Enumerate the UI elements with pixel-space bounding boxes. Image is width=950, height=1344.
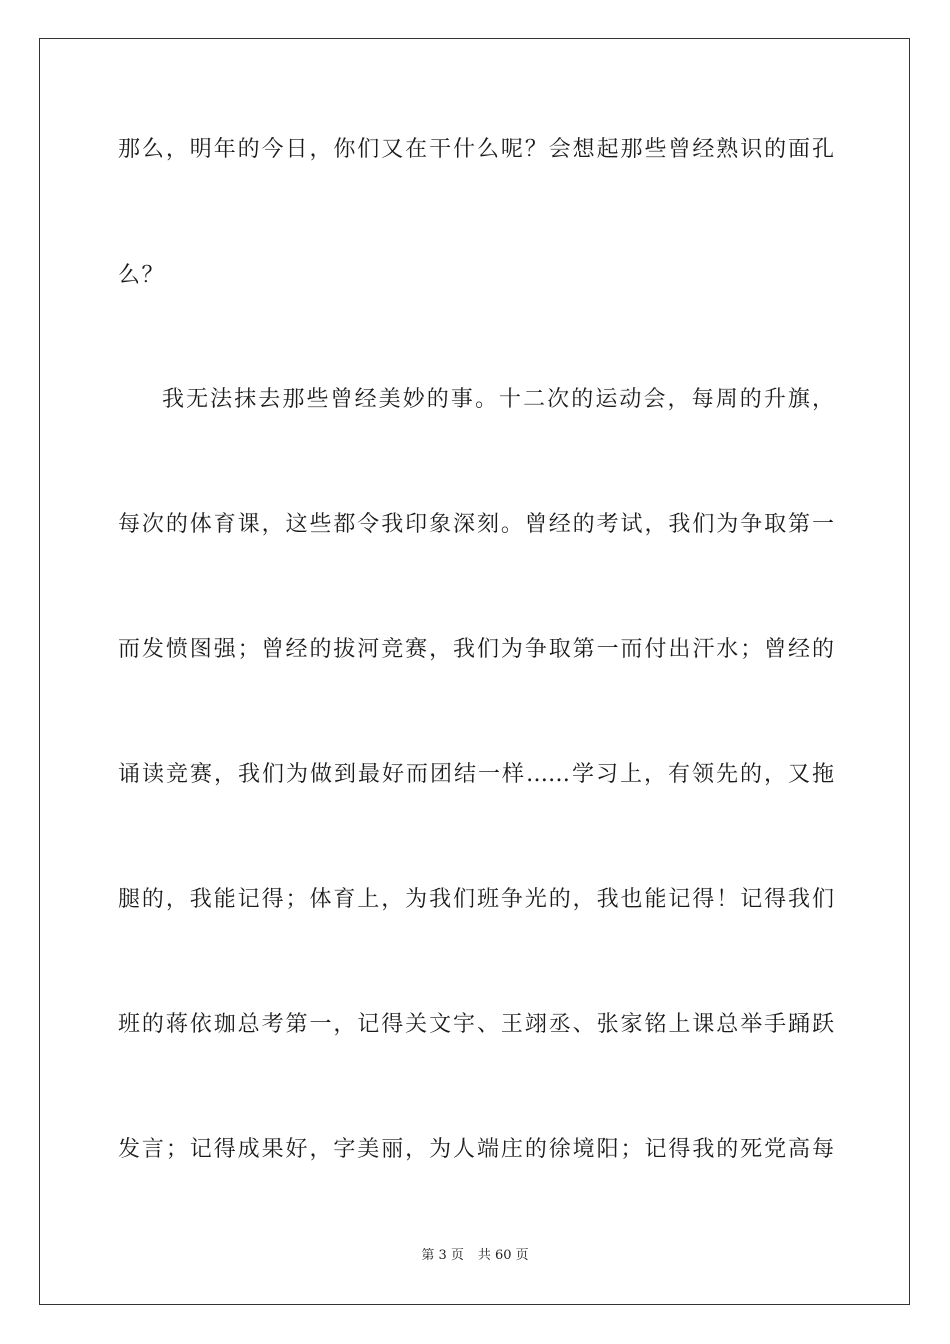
page-number: 第 3 页 xyxy=(421,1248,464,1263)
page-footer xyxy=(0,1247,950,1265)
text-line: 我无法抹去那些曾经美妙的事。十二次的运动会，每周的升旗， xyxy=(162,387,834,412)
page-total: 共 60 页 xyxy=(477,1248,529,1263)
text-line: 腿的，我能记得；体育上，为我们班争光的，我也能记得！记得我们 xyxy=(118,887,834,912)
text-line: 那么，明年的今日，你们又在干什么呢？会想起那些曾经熟识的面孔 xyxy=(118,137,834,162)
text-line: 发言；记得成果好，字美丽，为人端庄的徐境阳；记得我的死党高每 xyxy=(118,1137,834,1162)
text-line: 么？ xyxy=(118,263,166,288)
text-line: 而发愤图强；曾经的拔河竞赛，我们为争取第一而付出汗水；曾经的 xyxy=(118,637,834,662)
page-border xyxy=(39,38,910,1305)
text-line: 诵读竞赛，我们为做到最好而团结一样……学习上，有领先的，又拖 xyxy=(118,762,834,787)
text-line: 每次的体育课，这些都令我印象深刻。曾经的考试，我们为争取第一 xyxy=(118,512,834,537)
text-line: 班的蒋依珈总考第一，记得关文宇、王翊丞、张家铭上课总举手踊跃 xyxy=(118,1012,834,1037)
